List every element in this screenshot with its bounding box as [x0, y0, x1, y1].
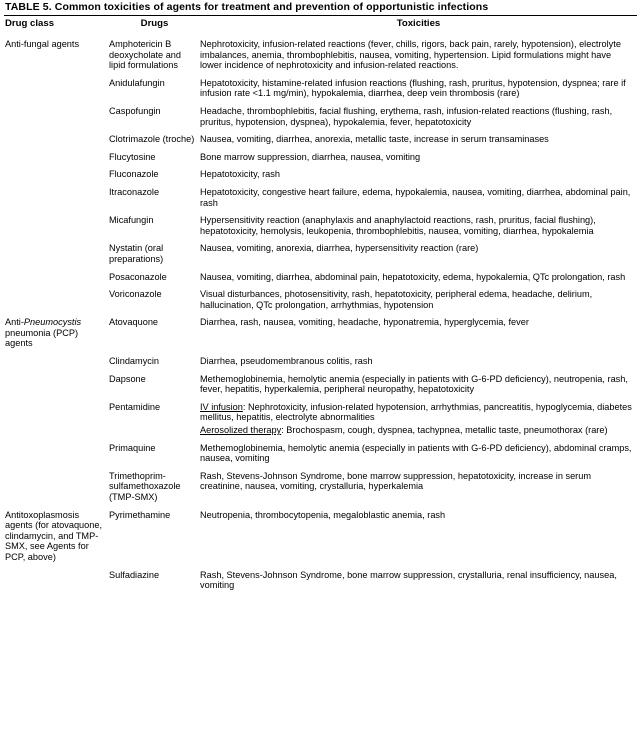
toxicities-text: Neutropenia, thrombocytopenia, megaloblastic anemia, rash [200, 509, 446, 520]
drug-name: Clindamycin [109, 356, 160, 367]
drug-class-spacer [4, 180, 109, 208]
drug-name: Anidulafungin [109, 77, 165, 88]
drug-class-label-organism: Pneumocystis [23, 317, 82, 328]
toxicities-text: Diarrhea, pseudomembranous colitis, rash [200, 356, 373, 367]
drug-class-spacer [4, 563, 109, 591]
table-header-row [4, 16, 637, 32]
toxicities-text: Diarrhea, rash, nausea, vomiting, headache, hyponatremia, hyperglycemia, fever [200, 317, 529, 328]
toxicities-text: Headache, thrombophlebitis, facial flushing, erythema, rash, infusion-related reactions (flushing, rash, pruritus, hypotension, dyspnea), hypokalemia, fever, hepatotoxicity [200, 105, 613, 127]
toxicities-text: Nausea, vomiting, anorexia, diarrhea, hypersensitivity reaction (rare) [200, 243, 479, 254]
table-row [4, 310, 637, 349]
drug-name: Nystatin (oral preparations) [109, 243, 164, 264]
drug-name: Clotrimazole (troche) [109, 134, 195, 145]
table-row [4, 282, 637, 310]
drug-class-spacer [4, 127, 109, 145]
drug-class-label [4, 310, 109, 349]
drug-name: Micafungin [109, 215, 154, 226]
toxicity-paragraph [200, 425, 635, 436]
toxicity-paragraph [200, 402, 635, 423]
toxicities-text: Nausea, vomiting, diarrhea, anorexia, metallic taste, increase in serum transaminases [200, 134, 549, 145]
column-header-toxicities: Toxicities [396, 18, 441, 29]
drug-class-spacer [4, 236, 109, 264]
drug-name: Dapsone [109, 373, 146, 384]
drug-class-spacer [4, 71, 109, 99]
drug-class-spacer [4, 99, 109, 127]
table-row [4, 127, 637, 145]
drug-name: Atovaquone [109, 317, 159, 328]
drug-name: Pyrimethamine [109, 509, 171, 520]
drug-name: Voriconazole [109, 289, 162, 300]
table-row [4, 236, 637, 264]
toxicities-text: Hepatotoxicity, congestive heart failure, edema, hypokalemia, nausea, vomiting, diarrhea, abdominal pain, rash [200, 186, 631, 208]
toxicities-text [200, 395, 637, 436]
drug-class-label-post: pneumonia (PCP) agents [5, 327, 79, 349]
toxicity-table [4, 16, 637, 591]
drug-name: Primaquine [109, 442, 156, 453]
drug-name: Pentamidine [109, 401, 161, 412]
table-row [4, 436, 637, 464]
table-row [4, 71, 637, 99]
drug-class-spacer [4, 367, 109, 395]
toxicities-text: Bone marrow suppression, diarrhea, nausea, vomiting [200, 151, 421, 162]
drug-class-label: Anti-fungal agents [5, 39, 80, 49]
table-row [4, 32, 637, 71]
drug-class-label-pre: Anti- [5, 317, 24, 328]
toxicities-text: Nephrotoxicity, infusion-related reactions (fever, chills, rigors, back pain, rarely, hypotension), electrolyte imbalances, anemia, thrombophlebitis, nausea, vomiting, hypertension. Lipid formulations might have lower incidence of nephrotoxicity and infusion-related reactions. [200, 39, 621, 71]
toxicities-text: Visual disturbances, photosensitivity, rash, hepatotoxicity, peripheral edema, headache, delirium, hallucination, QTc prolongation, arrhythmias, hypotension [200, 289, 593, 310]
column-header-drug-class: Drug class [5, 18, 55, 29]
toxicities-text: Hypersensitivity reaction (anaphylaxis and anaphylactoid reactions, rash, pruritus, facial flushing), hepatotoxicity, hemolysis, leukopenia, thrombophlebitis, nausea, vomiting, diarrhea, hypokalemia [200, 215, 596, 236]
table-row [4, 145, 637, 163]
drug-name: Flucytosine [109, 151, 156, 162]
table-row [4, 395, 637, 436]
table-row [4, 208, 637, 236]
toxicities-text: Rash, Stevens-Johnson Syndrome, bone marrow suppression, hepatotoxicity, increase in serum creatinine, nausea, vomiting, crystalluria, hyperkalemia [200, 470, 592, 492]
toxicities-text: Rash, Stevens-Johnson Syndrome, bone marrow suppression, crystalluria, renal insufficiency, nausea, vomiting [200, 569, 617, 591]
table-row [4, 162, 637, 180]
column-header-drugs: Drugs [140, 18, 169, 29]
drug-name: Sulfadiazine [109, 569, 160, 580]
toxicities-text: Hepatotoxicity, rash [200, 169, 280, 180]
drug-class-spacer [4, 282, 109, 310]
drug-name: Itraconazole [109, 186, 160, 197]
drug-name: Fluconazole [109, 169, 159, 180]
drug-class-spacer [4, 145, 109, 163]
page-title: TABLE 5. Common toxicities of agents for treatment and prevention of opportunistic infections [5, 1, 489, 13]
toxicity-route-body: : Brochospasm, cough, dyspnea, tachypnea, metallic taste, pneumothorax (rare) [281, 425, 608, 436]
drug-name: Amphotericin B deoxycholate and lipid formulations [109, 39, 182, 71]
table-body [4, 32, 637, 591]
table-row [4, 563, 637, 591]
drug-name: Trimethoprim-sulfamethoxazole (TMP-SMX) [109, 470, 181, 502]
table-row [4, 464, 637, 503]
drug-class-spacer [4, 162, 109, 180]
table-row [4, 349, 637, 367]
table-row [4, 99, 637, 127]
toxicities-text: Methemoglobinemia, hemolytic anemia (especially in patients with G-6-PD deficiency), abdominal cramps, nausea, vomiting [200, 442, 632, 464]
table-row [4, 180, 637, 208]
drug-name: Posaconazole [109, 271, 167, 282]
toxicity-route-heading: IV infusion [200, 401, 243, 412]
drug-class-spacer [4, 349, 109, 367]
drug-class-spacer [4, 265, 109, 283]
toxicities-text: Methemoglobinemia, hemolytic anemia (especially in patients with G-6-PD deficiency), neutropenia, rash, fever, hepatitis, hyperkalemia, peripheral neuropathy, hepatotoxicity [200, 373, 628, 395]
drug-class-spacer [4, 464, 109, 503]
table-row [4, 367, 637, 395]
toxicity-route-heading: Aerosolized therapy [200, 425, 282, 436]
drug-class-spacer [4, 436, 109, 464]
drug-name: Caspofungin [109, 105, 161, 116]
drug-class-spacer [4, 208, 109, 236]
toxicity-route-body: : Nephrotoxicity, infusion-related hypotension, arrhythmias, pancreatitis, hypoglycemia, diabetes mellitus, hepatitis, electrolyte abnormalities [200, 401, 632, 423]
table-row [4, 503, 637, 563]
toxicities-text: Hepatotoxicity, histamine-related infusion reactions (flushing, rash, pruritus, hypotension, dyspnea; rare if infusion rate <1.1 mg/min), hypokalemia, diarrhea, deep vein thrombosis (rare) [200, 77, 626, 99]
table-row [4, 265, 637, 283]
toxicities-text: Nausea, vomiting, diarrhea, abdominal pain, hepatotoxicity, edema, hypokalemia, QTc prolongation, rash [200, 271, 626, 282]
drug-class-spacer [4, 395, 109, 436]
drug-class-label: Antitoxoplasmosis agents (for atovaquone, clindamycin, and TMP-SMX, see Agents for PCP, above) [5, 509, 103, 562]
table-header [4, 16, 637, 32]
